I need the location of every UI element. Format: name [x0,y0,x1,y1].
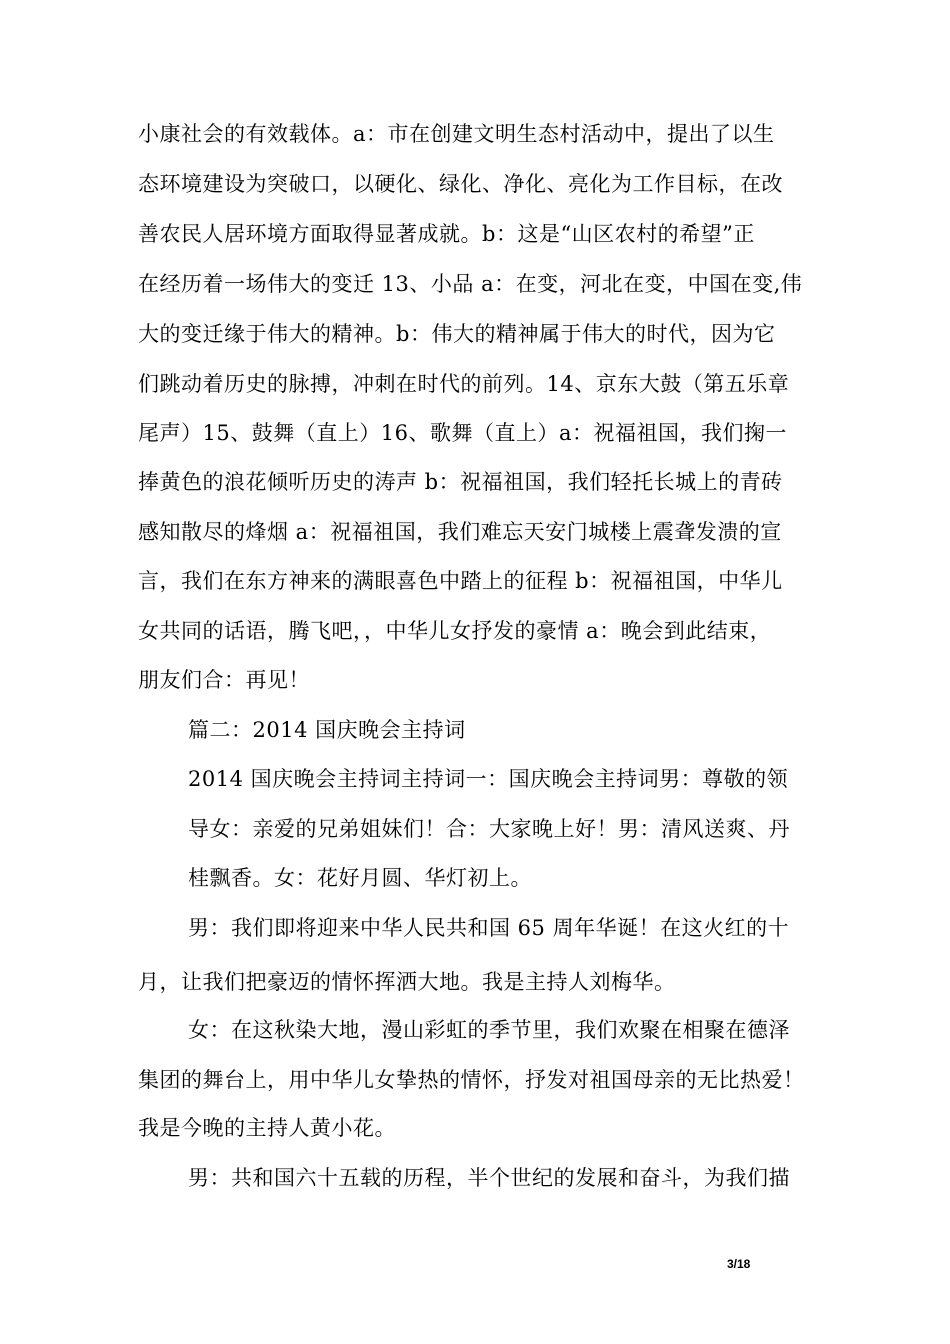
text-line: 善农民人居环境方面取得显著成就。b：这是“山区农村的希望”正 [138,222,755,246]
text-line: 女共同的话语，腾飞吧，，中华儿女抒发的豪情 a：晚会到此结束， [138,619,772,643]
text-line: 在经历着一场伟大的变迁 13、小品 a：在变，河北在变，中国在变,伟 [138,272,803,296]
text-line: 集团的舞台上，用中华儿女挚热的情怀，抒发对祖国母亲的无比热爱！ [138,1068,805,1092]
text-line: 男：共和国六十五载的历程，半个世纪的发展和奋斗，为我们描 [188,1166,790,1190]
text-line: 态环境建设为突破口，以硬化、绿化、净化、亮化为工作目标，在改 [138,172,783,196]
text-line: 2014 国庆晚会主持词主持词一：国庆晚会主持词男：尊敬的领 [188,767,789,791]
text-line: 尾声）15、鼓舞（直上）16、歌舞（直上）a：祝福祖国，我们掬一 [138,421,787,445]
page-number: 3/18 [727,1257,751,1271]
text-line: 们跳动着历史的脉搏，冲刺在时代的前列。14、京东大鼓（第五乐章 [138,372,790,396]
text-line: 小康社会的有效载体。a：市在创建文明生态村活动中，提出了以生 [138,122,775,146]
text-line: 导女：亲爱的兄弟姐妹们！合：大家晚上好！男：清风送爽、丹 [188,817,790,841]
text-line: 我是今晚的主持人黄小花。 [138,1116,396,1140]
text-line: 桂飘香。女：花好月圆、华灯初上。 [188,866,532,890]
text-line: 女：在这秋染大地，漫山彩虹的季节里，我们欢聚在相聚在德泽 [188,1018,790,1042]
text-line: 大的变迁缘于伟大的精神。b：伟大的精神属于伟大的时代，因为它 [138,322,776,346]
text-line: 月，让我们把豪迈的情怀挥洒大地。我是主持人刘梅华。 [138,970,676,994]
text-line: 朋友们合：再见！ [138,668,310,692]
text-line: 言，我们在东方神来的满眼喜色中踏上的征程 b：祝福祖国，中华儿 [138,569,783,593]
text-line: 感知散尽的烽烟 a：祝福祖国，我们难忘天安门城楼上震聋发溃的宣 [138,520,782,544]
text-line: 男：我们即将迎来中华人民共和国 65 周年华诞！在这火红的十 [188,916,790,940]
section-heading: 篇二：2014 国庆晚会主持词 [188,718,466,742]
text-line: 捧黄色的浪花倾听历史的涛声 b：祝福祖国，我们轻托长城上的青砖 [138,470,783,494]
